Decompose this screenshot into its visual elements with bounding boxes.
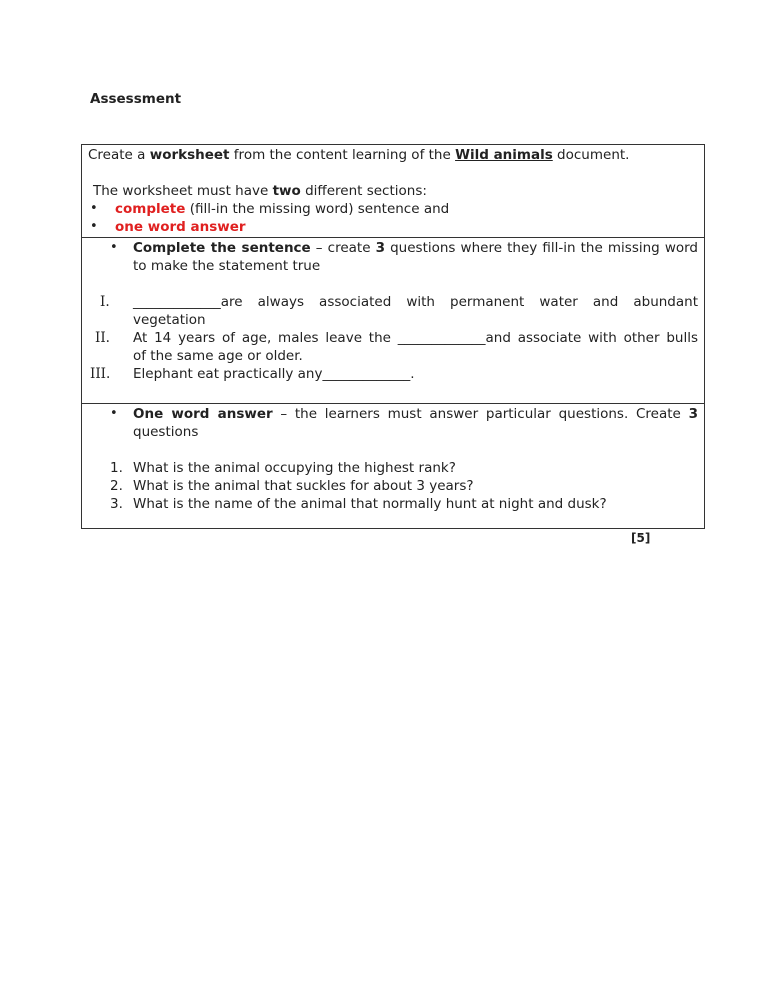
sections-text: The worksheet must have: [93, 183, 273, 199]
assessment-heading: Assessment: [90, 91, 182, 107]
bullet-icon: •: [110, 240, 118, 255]
complete-section-title: Complete the sentence: [133, 240, 311, 256]
one-word-answer-cell: [82, 404, 704, 528]
intro-text-end: document.: [552, 147, 630, 163]
assessment-table: [81, 144, 705, 529]
section-list-item: [115, 200, 449, 218]
list-item: What is the name of the animal that normally hunt at night and dusk?: [133, 496, 607, 512]
one-word-desc-text: – the learners must answer particular questions. Create: [272, 406, 689, 422]
sections-line: [93, 182, 427, 200]
one-word-desc-line2: questions: [133, 424, 199, 440]
intro-line: [88, 146, 629, 164]
total-marks: [5]: [631, 531, 651, 545]
question-count: 3: [688, 406, 698, 422]
bullet-icon: •: [90, 219, 98, 234]
roman-numeral: I.: [100, 294, 110, 310]
two-word: two: [272, 183, 301, 199]
one-word-label: one word answer: [115, 219, 246, 235]
section-list-item: [115, 218, 246, 236]
intro-text-mid: from the content learning of the: [229, 147, 456, 163]
question-line: Elephant eat practically any_____________.: [133, 366, 415, 382]
instructions-cell: [82, 145, 704, 238]
complete-section-heading: [133, 239, 698, 257]
complete-desc-line2: to make the statement true: [133, 258, 321, 274]
worksheet-word: worksheet: [149, 147, 230, 163]
bullet-icon: •: [90, 201, 98, 216]
complete-desc-pre: – create: [310, 240, 376, 256]
bullet-icon: •: [110, 406, 118, 421]
sections-text-end: different sections:: [300, 183, 427, 199]
intro-text: Create a: [88, 147, 150, 163]
one-word-section-heading: [133, 405, 698, 423]
one-word-section-title: One word answer: [133, 406, 273, 422]
question-line: At 14 years of age, males leave the _____________and associate with other bulls: [133, 330, 698, 346]
complete-label: complete: [115, 201, 186, 217]
complete-desc: (fill-in the missing word) sentence and: [185, 201, 450, 217]
list-item: What is the animal that suckles for about 3 years?: [133, 478, 474, 494]
wild-animals-title: Wild animals: [455, 147, 553, 163]
question-line: _____________are always associated with permanent water and abundant: [133, 294, 698, 310]
roman-numeral: III.: [90, 366, 111, 382]
question-line-cont: of the same age or older.: [133, 348, 303, 364]
complete-sentence-cell: [82, 238, 704, 404]
roman-numeral: II.: [95, 330, 110, 346]
question-count: 3: [375, 240, 386, 256]
list-item: What is the animal occupying the highest rank?: [133, 460, 456, 476]
list-number: 2.: [110, 478, 123, 494]
question-line-cont: vegetation: [133, 312, 206, 328]
list-number: 1.: [110, 460, 123, 476]
list-number: 3.: [110, 496, 123, 512]
complete-desc-post: questions where they fill-in the missing word: [385, 240, 698, 256]
